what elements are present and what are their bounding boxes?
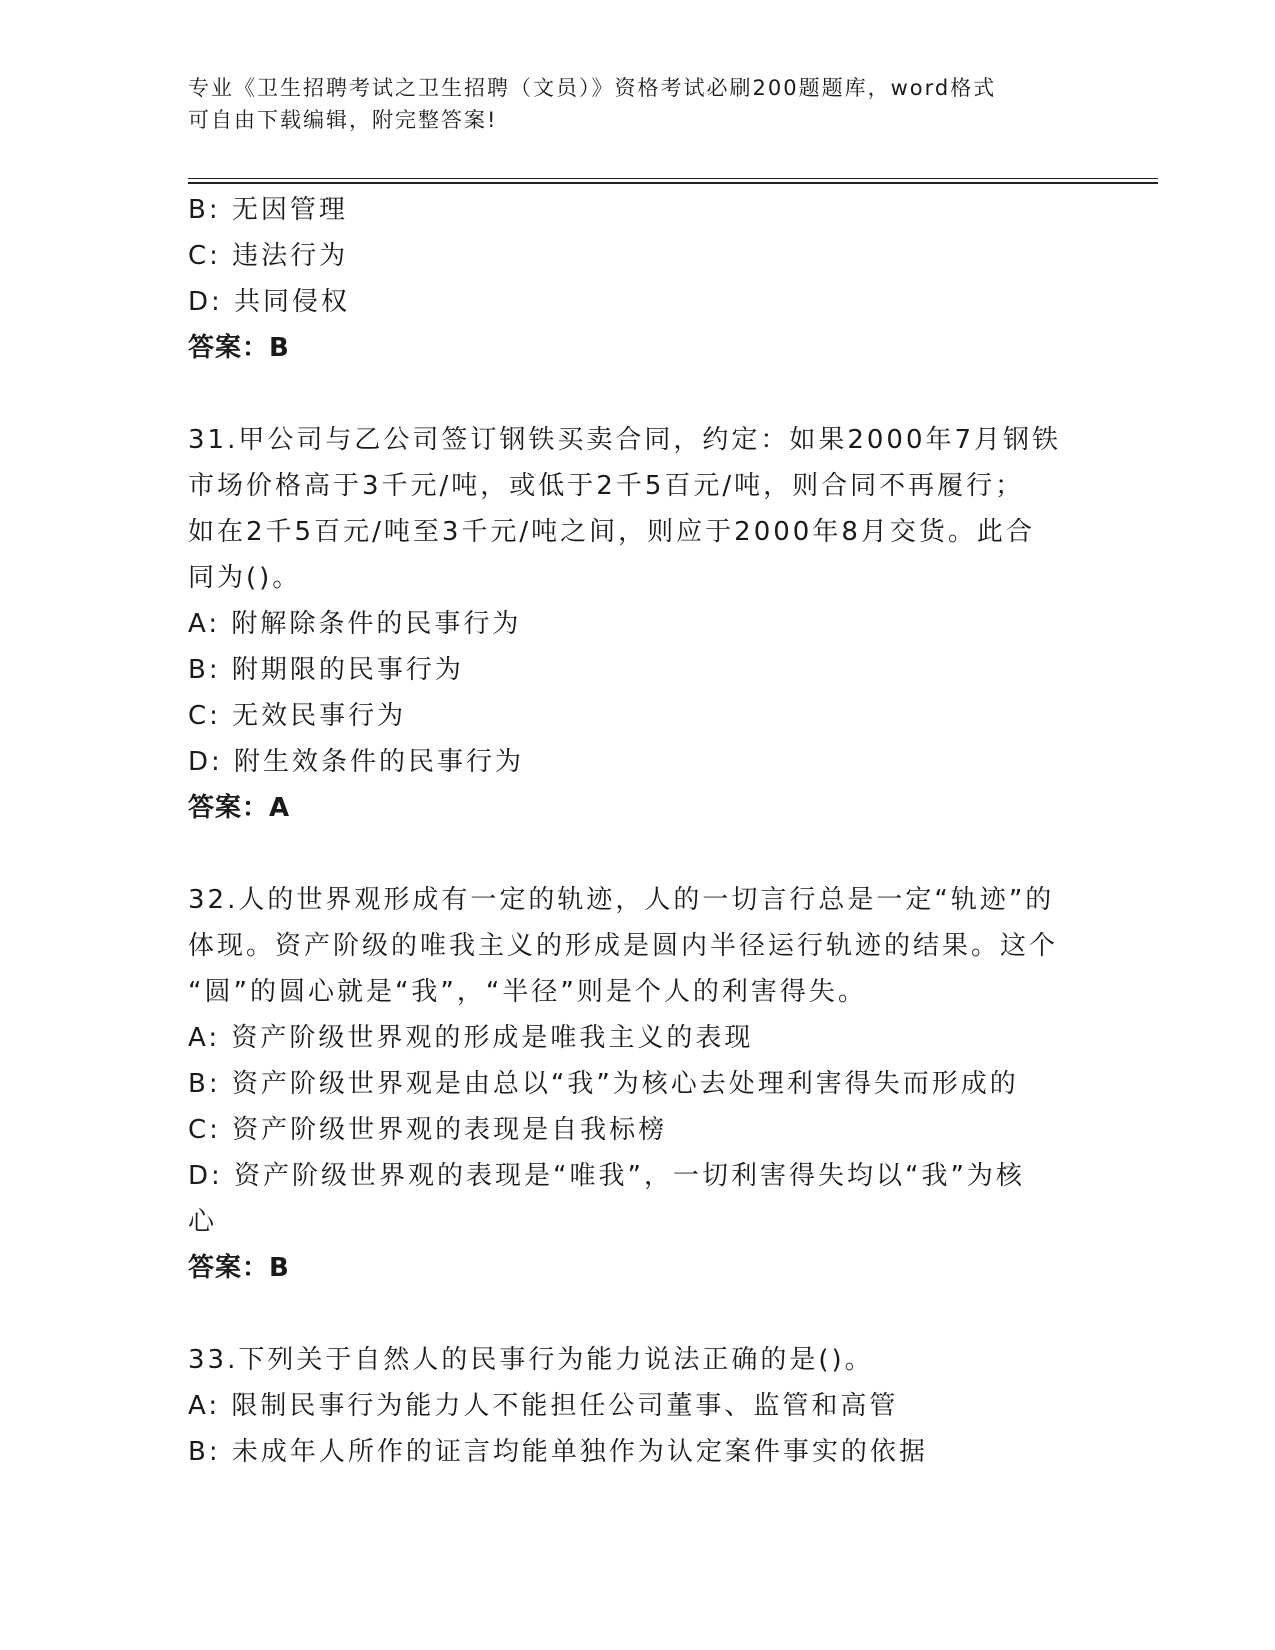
- answer: 答案：A: [188, 793, 291, 823]
- option-b: B: 资产阶级世界观是由总以“我”为核心去处理利害得失而形成的: [188, 1069, 1019, 1099]
- document-header: [188, 72, 1068, 136]
- option-a: A: 资产阶级世界观的形成是唯我主义的表现: [188, 1023, 754, 1053]
- question-33: [188, 1337, 1088, 1475]
- option-b: B: 无因管理: [188, 195, 348, 225]
- option-c: C: 违法行为: [188, 241, 349, 271]
- question-text-line: 市场价格高于3千元/吨，或低于2千5百元/吨，则合同不再履行；: [188, 471, 1025, 501]
- option-b: B: 未成年人所作的证言均能单独作为认定案件事实的依据: [188, 1437, 928, 1467]
- question-text-line: 33.下列关于自然人的民事行为能力说法正确的是()。: [188, 1345, 874, 1375]
- spacer: [188, 371, 1088, 417]
- spacer: [188, 831, 1088, 877]
- spacer: [188, 1291, 1088, 1337]
- option-d: D: 附生效条件的民事行为: [188, 747, 525, 777]
- option-b: B: 附期限的民事行为: [188, 655, 464, 685]
- question-text-line: 同为()。: [188, 563, 302, 593]
- question-text-line: “圆”的圆心就是“我”，“半径”则是个人的利害得失。: [188, 977, 867, 1007]
- header-line-2: 可自由下载编辑，附完整答案!: [188, 108, 498, 132]
- question-32: [188, 877, 1088, 1291]
- question-31: [188, 417, 1088, 831]
- question-30-tail: [188, 187, 1088, 371]
- option-a: A: 限制民事行为能力人不能担任公司董事、监管和高管: [188, 1391, 899, 1421]
- question-text-line: 32.人的世界观形成有一定的轨迹，人的一切言行总是一定“轨迹”的: [188, 885, 1055, 915]
- question-text-line: 如在2千5百元/吨至3千元/吨之间，则应于2000年8月交货。此合: [188, 517, 1035, 547]
- question-text-line: 31.甲公司与乙公司签订钢铁买卖合同，约定：如果2000年7月钢铁: [188, 425, 1062, 455]
- header-divider-thin: [188, 178, 1158, 179]
- option-d-continuation: 心: [188, 1207, 218, 1237]
- header-divider-thick: [188, 182, 1158, 184]
- option-c: C: 资产阶级世界观的表现是自我标榜: [188, 1115, 668, 1145]
- option-c: C: 无效民事行为: [188, 701, 407, 731]
- question-text-line: 体现。资产阶级的唯我主义的形成是圆内半径运行轨迹的结果。这个: [188, 931, 1059, 961]
- document-body: [188, 187, 1088, 1475]
- header-line-1: 专业《卫生招聘考试之卫生招聘（文员）》资格考试必刷200题题库，word格式: [188, 76, 997, 100]
- option-a: A: 附解除条件的民事行为: [188, 609, 522, 639]
- answer: 答案：B: [188, 333, 290, 363]
- answer: 答案：B: [188, 1253, 290, 1283]
- option-d: D: 共同侵权: [188, 287, 351, 317]
- option-d: D: 资产阶级世界观的表现是“唯我”，一切利害得失均以“我”为核: [188, 1161, 1025, 1191]
